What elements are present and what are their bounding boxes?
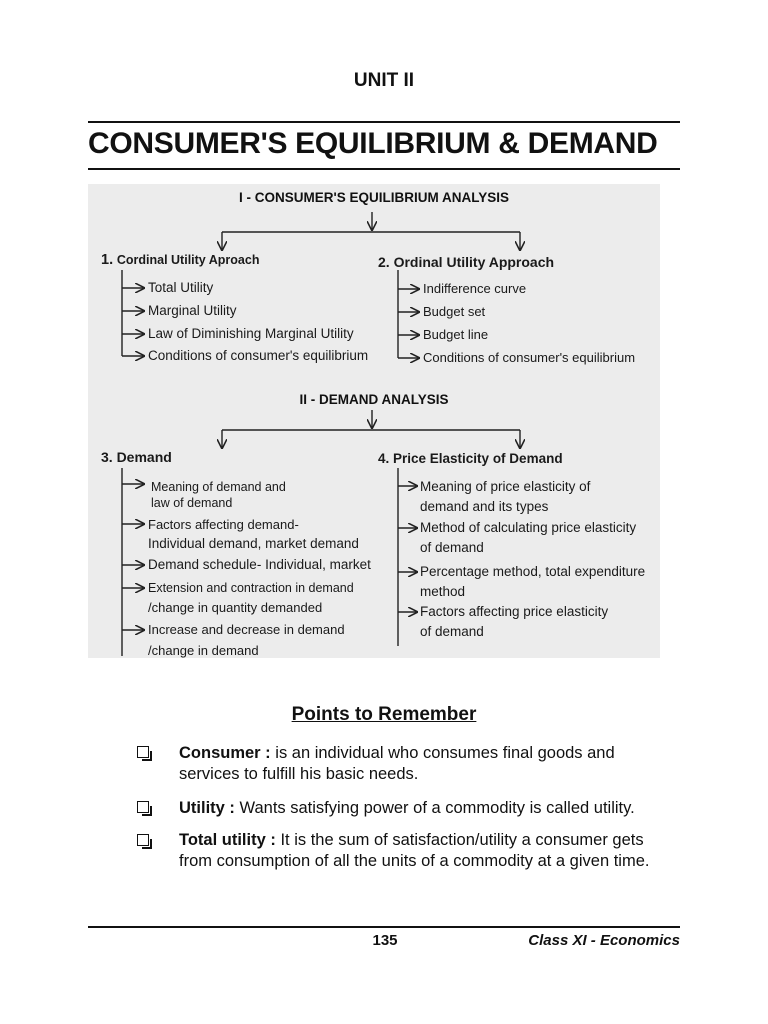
section2-left-item: law of demand — [151, 496, 233, 510]
section1-right-item: Budget set — [423, 304, 486, 319]
section2-right-item: of demand — [420, 624, 484, 639]
section2-left-item: /change in quantity demanded — [148, 600, 323, 615]
section1-left-title: Cordinal Utility Aproach — [116, 253, 260, 267]
title-rule — [88, 168, 680, 170]
section1-left-item: Marginal Utility — [148, 303, 237, 318]
point-term: Consumer : — [179, 744, 271, 762]
section2-right-item: Percentage method, total expenditure — [420, 564, 646, 579]
section2-left-heading: 3. Demand — [101, 449, 172, 465]
section2-right-item: Meaning of price elasticity of — [420, 479, 591, 494]
section1-left-item: Conditions of consumer's equilibrium — [148, 348, 369, 363]
section2-right-item: method — [420, 584, 466, 599]
section1-left-number: 1. — [101, 252, 114, 268]
point-item — [179, 743, 679, 785]
section1-left-item: Total Utility — [148, 280, 214, 295]
section2-right-item: of demand — [420, 540, 484, 555]
point-item — [179, 830, 679, 872]
bullet-checkbox-icon — [137, 746, 149, 758]
point-text: Wants satisfying power of a commodity is called utility. — [239, 799, 635, 817]
bullet-checkbox-icon — [137, 834, 149, 846]
unit-label: UNIT II — [353, 70, 415, 91]
top-rule — [88, 121, 680, 123]
section1-left-heading — [101, 252, 259, 268]
point-item — [179, 798, 679, 819]
section1-title: I - CONSUMER'S EQUILIBRIUM ANALYSIS — [239, 190, 509, 205]
section2-right-item: demand and its types — [420, 499, 549, 514]
section1-right-item: Indifference curve — [423, 281, 527, 296]
section1-left-item: Law of Diminishing Marginal Utility — [148, 326, 354, 341]
point-text: from consumption of all the units of a commodity at a given time. — [179, 852, 650, 870]
section1-right-item: Budget line — [423, 327, 489, 342]
bullet-checkbox-icon — [137, 801, 149, 813]
chapter-title: CONSUMER'S EQUILIBRIUM & DEMAND — [88, 127, 658, 160]
section2-left-item: Individual demand, market demand — [148, 536, 359, 551]
section2-left-item: Demand schedule- Individual, market — [148, 557, 371, 572]
footer-class-label: Class XI - Economics — [528, 932, 680, 949]
section2-right-heading: 4. Price Elasticity of Demand — [378, 451, 563, 466]
section2-left-item: Meaning of demand and — [151, 480, 286, 494]
section1-right-heading: 2. Ordinal Utility Approach — [378, 254, 555, 270]
point-text: is an individual who consumes final goods and — [275, 744, 615, 762]
point-text: services to fulfill his basic needs. — [179, 765, 419, 783]
footer-rule — [88, 926, 680, 928]
section2-left-item: Increase and decrease in demand — [148, 622, 345, 637]
page-number: 135 — [372, 932, 398, 949]
section2-right-item: Method of calculating price elasticity — [420, 520, 637, 535]
section2-title: II - DEMAND ANALYSIS — [299, 392, 449, 407]
concept-diagram — [88, 184, 660, 658]
section2-left-item: /change in demand — [148, 643, 259, 658]
section2-left-item: Extension and contraction in demand — [148, 581, 354, 595]
section1-right-item: Conditions of consumer's equilibrium — [423, 350, 636, 365]
point-text: It is the sum of satisfaction/utility a consumer gets — [280, 831, 644, 849]
point-term: Utility : — [179, 799, 235, 817]
points-title: Points to Remember — [291, 704, 477, 725]
point-term: Total utility : — [179, 831, 276, 849]
section2-left-item: Factors affecting demand- — [148, 517, 299, 532]
section2-right-item: Factors affecting price elasticity — [420, 604, 609, 619]
